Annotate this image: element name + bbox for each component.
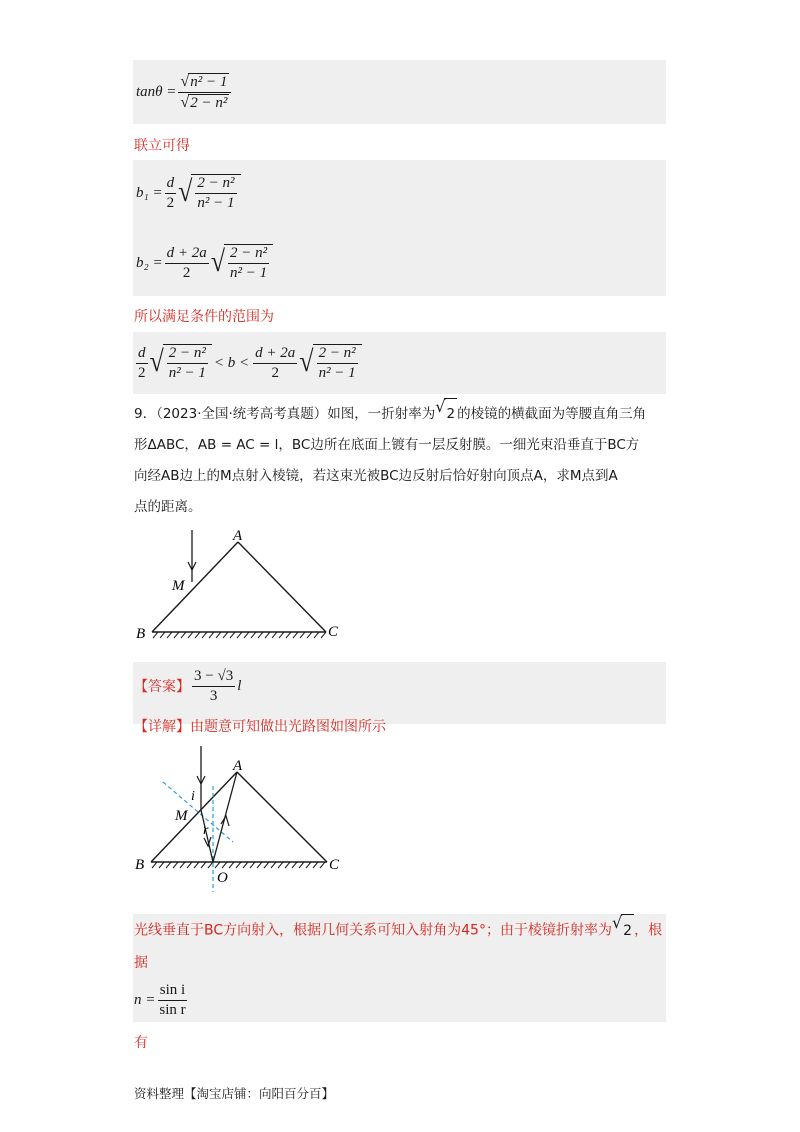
label-M: M <box>172 578 185 594</box>
answer-den: 3 <box>209 687 218 704</box>
hatch-mark <box>279 632 284 638</box>
hatch-mark <box>321 632 326 638</box>
b2-formula: b₂ = $\frac{d + 2a}{2}$ √ $\frac{\text{2 − n²}}{\text{n² − 1}}$ <box>136 238 273 288</box>
answer-num: 3 − √3 <box>192 668 235 687</box>
n-formula <box>134 980 190 1020</box>
label-A-2: A <box>233 758 243 774</box>
text-combine: 联立可得 <box>134 138 190 154</box>
range-right-num: d + 2a <box>253 345 297 364</box>
text-you: 有 <box>134 1035 148 1051</box>
hatch-mark <box>313 862 318 868</box>
hatch-mark <box>153 632 158 638</box>
range-left-den: 2 <box>138 364 146 381</box>
tan-denominator: 2 − n² <box>190 94 228 111</box>
hatch-mark <box>201 862 206 868</box>
question-line-3: 向经AB边上的M点射入棱镜，若这束光被BC边反射后恰好射向顶点A，求M点到A <box>134 468 618 484</box>
hatch-mark <box>300 632 305 638</box>
label-M-2: M <box>175 808 188 824</box>
label-r: r <box>203 823 209 838</box>
label-O: O <box>217 870 228 886</box>
b2-frac-num: d + 2a <box>165 245 209 264</box>
hatch-mark <box>314 632 319 638</box>
hatch-mark <box>286 632 291 638</box>
hatch-mark <box>293 632 298 638</box>
hatch-mark <box>250 862 255 868</box>
hatch-mark <box>160 632 165 638</box>
hatch-mark <box>152 862 157 868</box>
hatch-mark <box>187 862 192 868</box>
question-9 <box>134 398 674 523</box>
hatch-mark <box>229 862 234 868</box>
detail-row <box>134 716 386 736</box>
hatch-mark <box>307 632 312 638</box>
detail-tag: 【详解】 <box>134 719 190 735</box>
label-B-2: B <box>135 857 145 873</box>
figure-prism-1 <box>130 522 350 650</box>
figure-prism-2 <box>133 742 343 892</box>
range-rad-num-2: 2 − n² <box>317 345 358 364</box>
hatch-mark <box>222 862 227 868</box>
hatch-mark <box>202 632 207 638</box>
tan-formula <box>136 66 233 118</box>
n-num: sin i <box>158 982 187 1001</box>
hatch-mark <box>230 632 235 638</box>
label-B: B <box>136 626 146 642</box>
b1-lhs: b₁ = <box>136 184 163 201</box>
hatch-mark <box>208 862 213 868</box>
n-lhs: n = <box>134 991 156 1008</box>
explain-line-2: 据 <box>134 955 148 971</box>
hatch-mark <box>195 632 200 638</box>
detail-text: 由题意可知做出光路图如图所示 <box>190 719 386 735</box>
answer-var: l <box>237 677 242 694</box>
hatch-mark <box>258 632 263 638</box>
label-i: i <box>191 789 195 804</box>
mirror-hatching-2 <box>152 862 325 868</box>
hatch-mark <box>285 862 290 868</box>
b2-frac-den: 2 <box>182 264 191 281</box>
hatch-mark <box>236 862 241 868</box>
tan-numerator: n² − 1 <box>190 73 228 90</box>
hatch-mark <box>257 862 262 868</box>
side-ac-2 <box>237 772 327 862</box>
hatch-mark <box>272 632 277 638</box>
n-den: sin r <box>159 1001 186 1018</box>
footer: 资料整理【淘宝店铺：向阳百分百】 <box>134 1086 335 1101</box>
hatch-mark <box>181 632 186 638</box>
label-C-2: C <box>329 857 340 873</box>
label-A: A <box>233 528 243 544</box>
b1-rad-den: n² − 1 <box>197 195 235 211</box>
hatch-mark <box>167 632 172 638</box>
arrow-icon-3 <box>221 816 229 826</box>
hatch-mark <box>188 632 193 638</box>
text-range: 所以满足条件的范围为 <box>134 309 274 325</box>
hatch-mark <box>243 862 248 868</box>
hatch-mark <box>244 632 249 638</box>
side-ab <box>152 542 238 632</box>
hatch-mark <box>173 862 178 868</box>
hatch-mark <box>265 632 270 638</box>
hatch-mark <box>251 632 256 638</box>
hatch-mark <box>209 632 214 638</box>
b2-rad-den: n² − 1 <box>230 265 268 281</box>
hatch-mark <box>320 862 325 868</box>
b1-rad-num: 2 − n² <box>195 175 236 194</box>
hatch-mark <box>159 862 164 868</box>
b1-frac-num: d <box>165 175 177 194</box>
hatch-mark <box>278 862 283 868</box>
hatch-mark <box>223 632 228 638</box>
hatch-mark <box>264 862 269 868</box>
explain-text <box>134 914 674 979</box>
side-ac <box>238 542 326 632</box>
question-line-1: 9．（2023·全国·统考高考真题）如图，一折射率为 √ 2 的棱镜的横截面为等腰直角三角 <box>134 398 674 430</box>
answer-tag: 【答案】 <box>134 679 190 695</box>
hatch-mark <box>299 862 304 868</box>
question-line-4: 点的距离。 <box>134 499 202 515</box>
b1-formula: b₁ = $\frac{d}{2}$ √ $\frac{\text{2 − n²}}{\text{n² − 1}}$ <box>136 168 241 218</box>
b2-lhs: b₂ = <box>136 254 163 271</box>
range-formula: $\frac{d}{2}$ √ $\frac{\text{2 − n²}}{\text{n² − 1}}$ < b < $\frac{d + 2a}{2}$ √ $\frac{\text{2 − n²}}{\text{n² − 1}}$ <box>134 338 362 388</box>
hatch-mark <box>215 862 220 868</box>
label-C: C <box>328 624 339 640</box>
range-rad-num-1: 2 − n² <box>167 345 208 364</box>
range-rad-den-1: n² − 1 <box>168 365 206 381</box>
side-ab-2 <box>151 772 237 862</box>
hatch-mark <box>292 862 297 868</box>
hatch-mark <box>216 632 221 638</box>
hatch-mark <box>271 862 276 868</box>
range-right-den: 2 <box>271 364 279 381</box>
question-line-2: 形ΔABC，AB = AC = l，BC边所在底面上镀有一层反射膜。一细光束沿垂直于BC方 <box>134 437 640 453</box>
range-left-num: d <box>136 345 148 364</box>
mirror-hatching <box>153 632 326 638</box>
hatch-mark <box>194 862 199 868</box>
b1-frac-den: 2 <box>166 194 175 211</box>
hatch-mark <box>306 862 311 868</box>
range-mid: < b < <box>213 354 250 371</box>
hatch-mark <box>166 862 171 868</box>
hatch-mark <box>237 632 242 638</box>
b2-rad-num: 2 − n² <box>228 245 269 264</box>
answer-row <box>134 666 241 706</box>
tan-lhs: tanθ = <box>136 83 177 100</box>
range-rad-den-2: n² − 1 <box>318 365 356 381</box>
hatch-mark <box>180 862 185 868</box>
tan-fraction: √ n² − 1 √ 2 − n² <box>178 73 231 112</box>
hatch-mark <box>174 632 179 638</box>
explain-line-1: 光线垂直于BC方向射入，根据几何关系可知入射角为45°；由于棱镜折射率为 √ 2 ，根 <box>134 914 674 947</box>
